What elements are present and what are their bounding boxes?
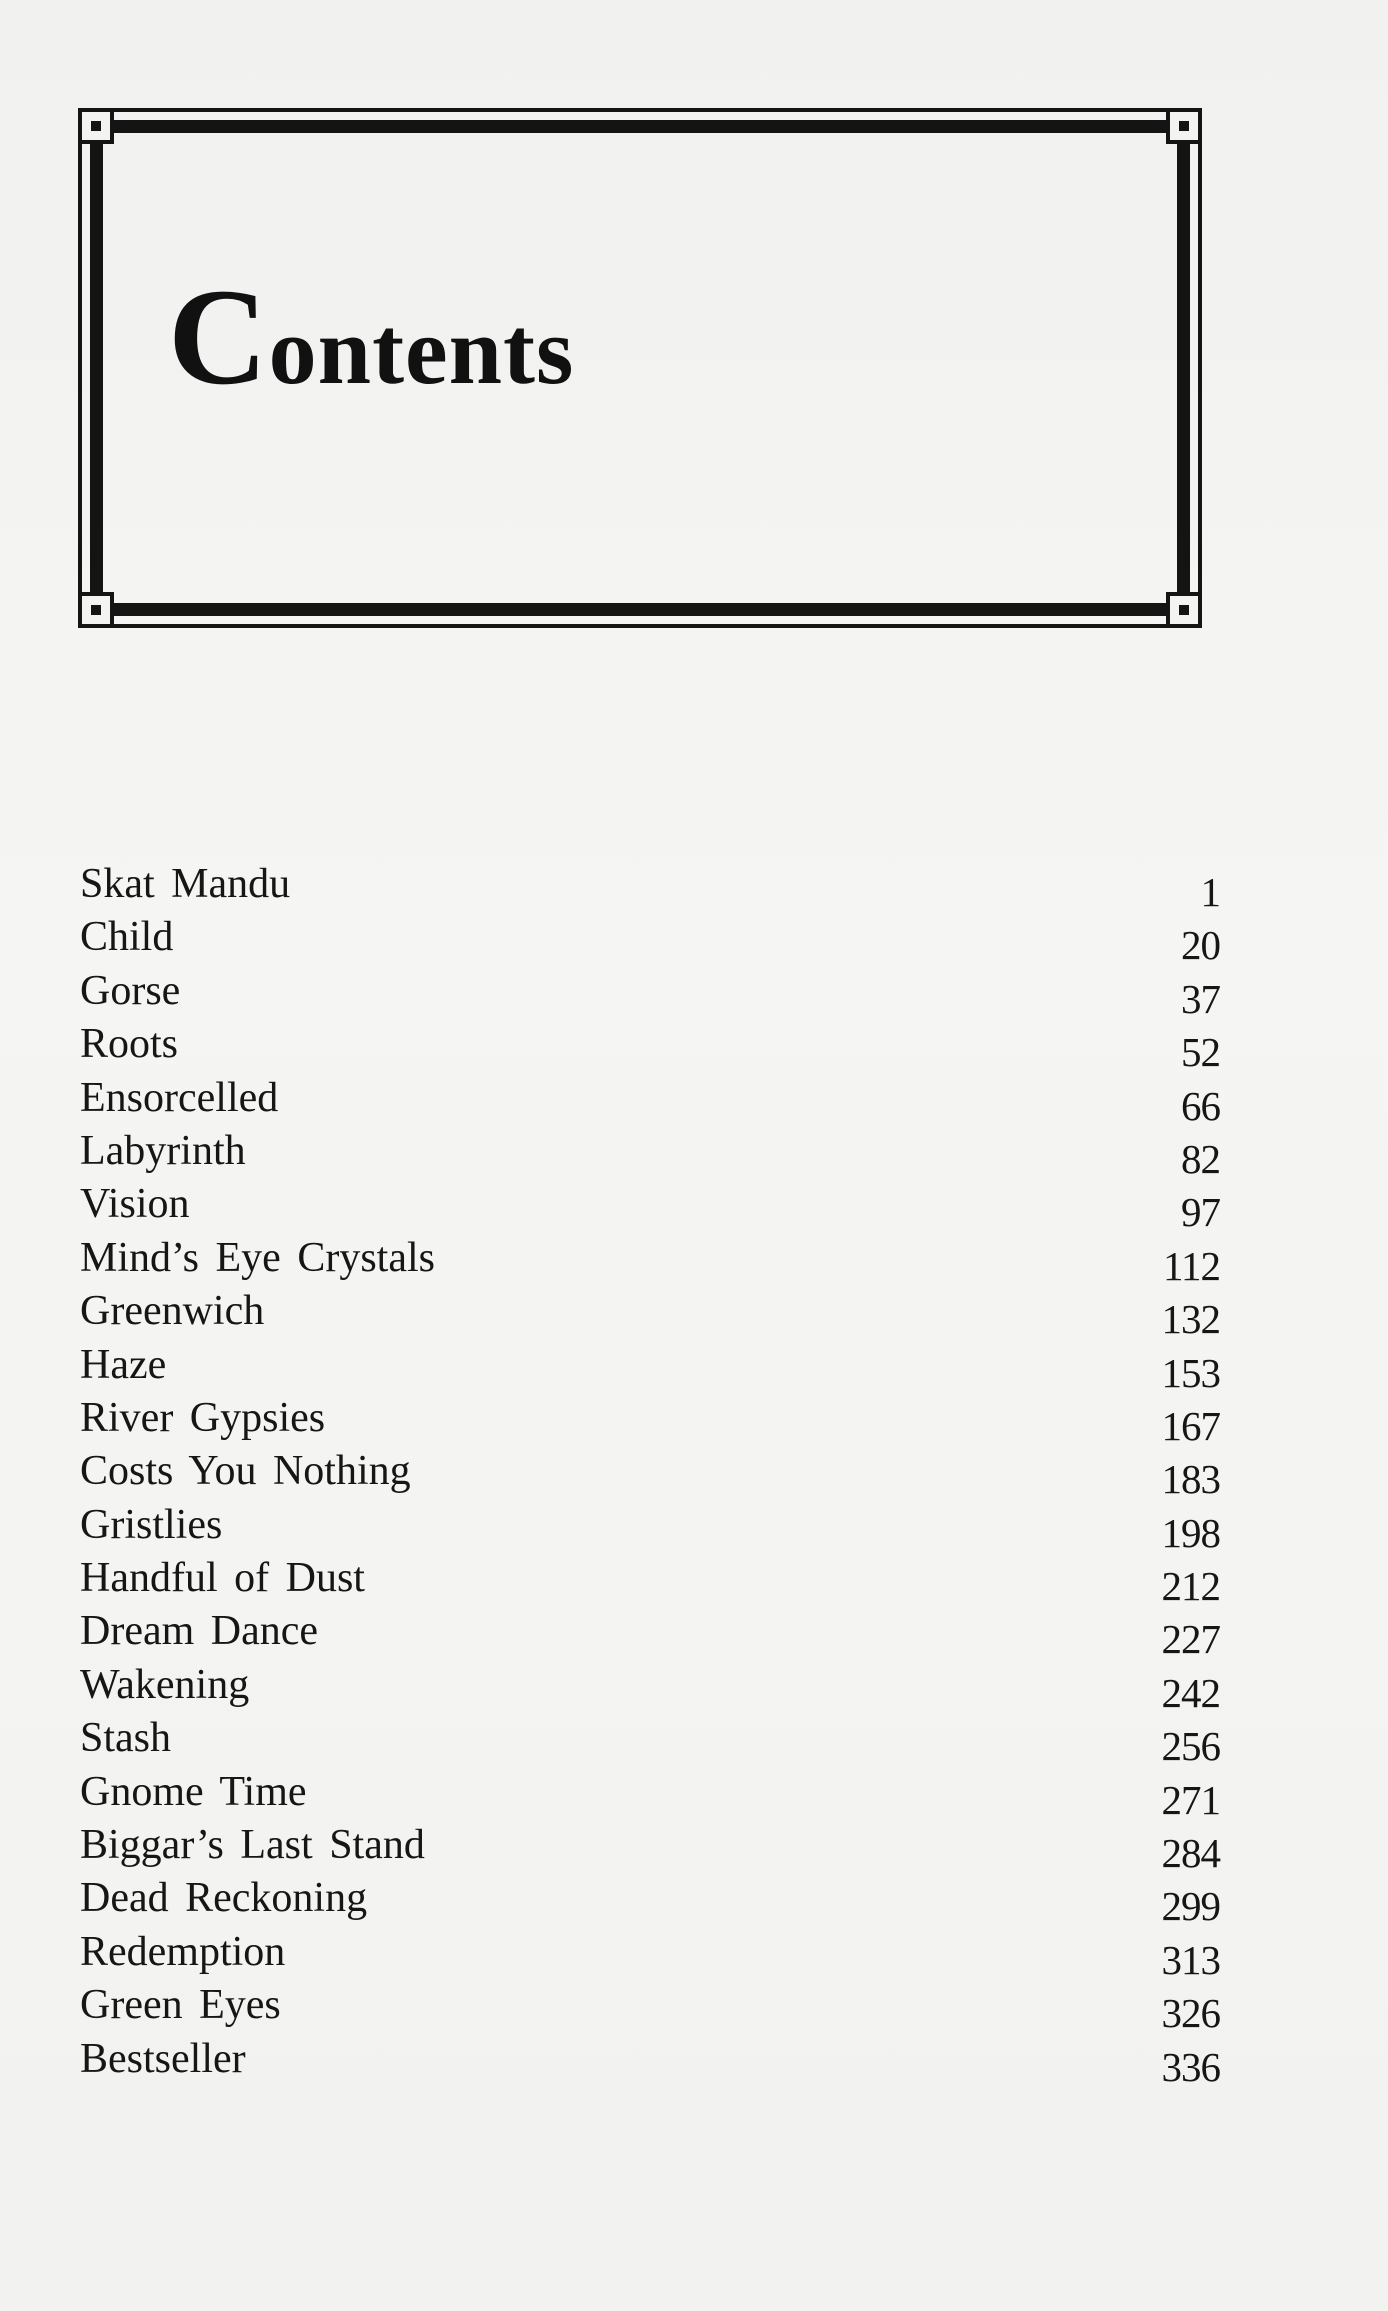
chapter-title: Bestseller bbox=[80, 2035, 246, 2082]
frame-corner-ornament bbox=[1166, 592, 1202, 628]
frame-right-rule bbox=[1198, 132, 1202, 604]
toc-entry bbox=[80, 1018, 1220, 1076]
frame-corner-ornament bbox=[78, 592, 114, 628]
toc-entry bbox=[80, 1605, 1220, 1663]
chapter-title: Haze bbox=[80, 1341, 167, 1388]
page-number: 52 bbox=[1181, 1029, 1220, 1076]
toc-entry bbox=[80, 1072, 1220, 1129]
page-number: 82 bbox=[1181, 1135, 1220, 1182]
frame-bottom-rule bbox=[102, 624, 1178, 628]
frame-corner-ornament bbox=[1166, 108, 1202, 144]
page-number: 326 bbox=[1161, 1990, 1220, 2037]
page-number: 336 bbox=[1161, 2043, 1220, 2090]
chapter-title: River Gypsies bbox=[80, 1394, 326, 1441]
chapter-title: Dead Reckoning bbox=[80, 1875, 368, 1922]
toc-entry bbox=[80, 1766, 1220, 1823]
page-number: 271 bbox=[1161, 1776, 1220, 1823]
chapter-title: Wakening bbox=[80, 1661, 250, 1708]
page-number: 284 bbox=[1161, 1830, 1220, 1877]
frame-bottom-bar bbox=[102, 603, 1178, 616]
toc-entry bbox=[80, 1178, 1220, 1236]
frame-right-bar bbox=[1177, 132, 1190, 604]
toc-entry bbox=[80, 1232, 1220, 1289]
toc-entry bbox=[80, 1339, 1220, 1396]
chapter-title: Stash bbox=[80, 1715, 172, 1762]
toc-entry bbox=[80, 1392, 1220, 1449]
chapter-title: Green Eyes bbox=[80, 1982, 281, 2029]
chapter-title: Mind’s Eye Crystals bbox=[80, 1234, 435, 1281]
chapter-title: Dream Dance bbox=[80, 1608, 319, 1655]
toc-entry bbox=[80, 1285, 1220, 1343]
toc-entry bbox=[80, 2033, 1220, 2090]
toc-entry bbox=[80, 1445, 1220, 1503]
page-number: 299 bbox=[1161, 1883, 1220, 1930]
page-number: 212 bbox=[1161, 1563, 1220, 1610]
chapter-title: Redemption bbox=[80, 1928, 286, 1975]
chapter-title: Gristlies bbox=[80, 1501, 223, 1548]
chapter-title: Ensorcelled bbox=[80, 1074, 279, 1121]
page-number: 37 bbox=[1181, 975, 1220, 1022]
page-number: 256 bbox=[1161, 1723, 1220, 1770]
chapter-title: Child bbox=[80, 914, 174, 961]
page-number: 97 bbox=[1181, 1189, 1220, 1236]
frame-top-bar bbox=[102, 120, 1178, 133]
page-number: 167 bbox=[1161, 1402, 1220, 1449]
page-number: 313 bbox=[1161, 1936, 1220, 1983]
page-number: 183 bbox=[1161, 1456, 1220, 1503]
chapter-title: Greenwich bbox=[80, 1288, 265, 1335]
chapter-title: Gorse bbox=[80, 967, 181, 1014]
chapter-title: Roots bbox=[80, 1021, 179, 1068]
toc-entry bbox=[80, 911, 1220, 969]
chapter-title: Skat Mandu bbox=[80, 861, 291, 907]
toc-entry bbox=[80, 1499, 1220, 1556]
chapter-title: Biggar’s Last Stand bbox=[80, 1822, 425, 1869]
toc-entry bbox=[80, 1712, 1220, 1770]
toc-entry bbox=[80, 1659, 1220, 1716]
toc-entry bbox=[80, 1979, 1220, 2037]
page-number: 227 bbox=[1161, 1616, 1220, 1663]
page-number: 198 bbox=[1161, 1509, 1220, 1556]
toc-entry bbox=[80, 1552, 1220, 1610]
page-number: 153 bbox=[1161, 1349, 1220, 1396]
toc-entry bbox=[80, 858, 1220, 915]
toc-entry bbox=[80, 965, 1220, 1022]
toc-entry bbox=[80, 1926, 1220, 1983]
toc-entry bbox=[80, 1125, 1220, 1182]
chapter-title: Labyrinth bbox=[80, 1127, 246, 1174]
frame-corner-ornament bbox=[78, 108, 114, 144]
chapter-title: Costs You Nothing bbox=[80, 1448, 411, 1495]
frame-left-rule bbox=[78, 132, 82, 604]
toc-entry bbox=[80, 1872, 1220, 1930]
chapter-title: Gnome Time bbox=[80, 1768, 307, 1815]
page-number: 66 bbox=[1181, 1082, 1220, 1129]
page-number: 242 bbox=[1161, 1669, 1220, 1716]
chapter-title: Vision bbox=[80, 1181, 190, 1228]
page-number: 20 bbox=[1181, 922, 1220, 969]
title-frame bbox=[78, 108, 1202, 628]
frame-top-rule bbox=[102, 108, 1178, 112]
page-number: 112 bbox=[1163, 1242, 1220, 1289]
chapter-title: Handful of Dust bbox=[80, 1555, 365, 1602]
page-number: 132 bbox=[1161, 1296, 1220, 1343]
page-title: Contents bbox=[168, 260, 575, 413]
toc-entry bbox=[80, 1819, 1220, 1877]
table-of-contents bbox=[80, 858, 1220, 2090]
page-number: 1 bbox=[1200, 869, 1220, 915]
frame-left-bar bbox=[90, 132, 103, 604]
